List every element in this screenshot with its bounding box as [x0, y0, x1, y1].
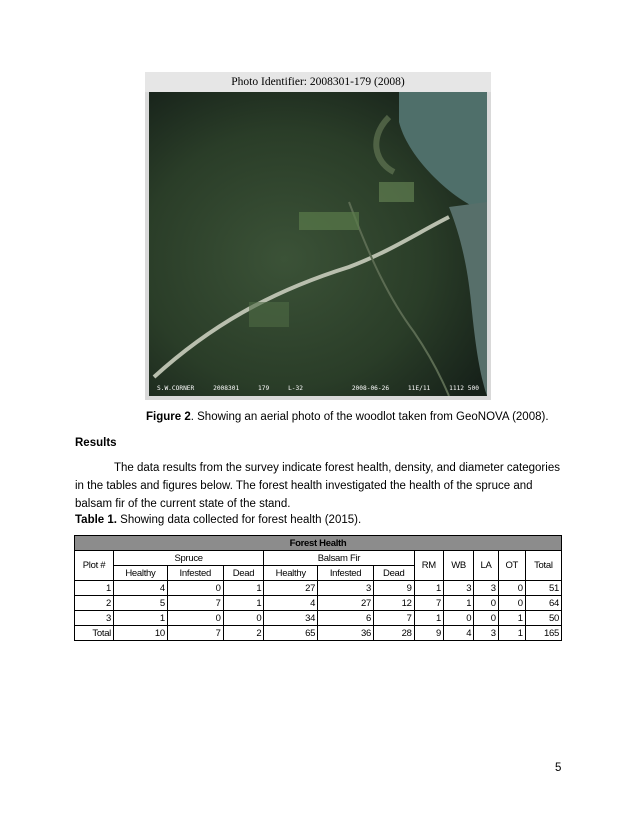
subheader-fir-infested: Infested: [318, 566, 374, 581]
table-title: Forest Health: [75, 536, 562, 551]
table-row: 2 5 7 1 4 27 12 7 1 0 0 64: [75, 596, 562, 611]
aerial-photo: [145, 72, 491, 400]
header-wb: WB: [444, 551, 474, 581]
table-caption: Table 1. Showing data collected for forest health (2015).: [75, 514, 362, 526]
header-plot: Plot #: [75, 551, 114, 581]
header-spruce: Spruce: [114, 551, 264, 566]
results-heading: Results: [75, 437, 117, 449]
aerial-photo-image: [149, 92, 487, 396]
header-balsam-fir: Balsam Fir: [264, 551, 414, 566]
table-row: 3 1 0 0 34 6 7 1 0 0 1 50: [75, 611, 562, 626]
header-total: Total: [525, 551, 561, 581]
page-number: 5: [555, 762, 562, 774]
table-row-total: Total 10 7 2 65 36 28 9 4 3 1 165: [75, 626, 562, 641]
table-row: 1 4 0 1 27 3 9 1 3 3 0 51: [75, 581, 562, 596]
results-paragraph: The data results from the survey indicate forest health, density, and diameter categories in the tables and figures below. The forest health investigated the health of the spruce and balsam fir of the current state of the stand.: [75, 462, 560, 510]
header-ot: OT: [498, 551, 525, 581]
figure-caption: Figure 2. Showing an aerial photo of the woodlot taken from GeoNOVA (2008).: [146, 411, 549, 423]
header-rm: RM: [414, 551, 443, 581]
aerial-photo-drawing: [149, 92, 487, 396]
header-la: LA: [474, 551, 499, 581]
subheader-spruce-dead: Dead: [223, 566, 264, 581]
subheader-fir-healthy: Healthy: [264, 566, 318, 581]
forest-health-table: [74, 535, 562, 641]
subheader-spruce-healthy: Healthy: [114, 566, 168, 581]
subheader-fir-dead: Dead: [373, 566, 414, 581]
photo-metadata-strip: S.W.CORNER 2008301 179 L-32 2008-06-26 11E/11 1112 500: [157, 384, 479, 392]
subheader-spruce-infested: Infested: [167, 566, 223, 581]
photo-identifier: Photo Identifier: 2008301-179 (2008): [145, 72, 491, 92]
